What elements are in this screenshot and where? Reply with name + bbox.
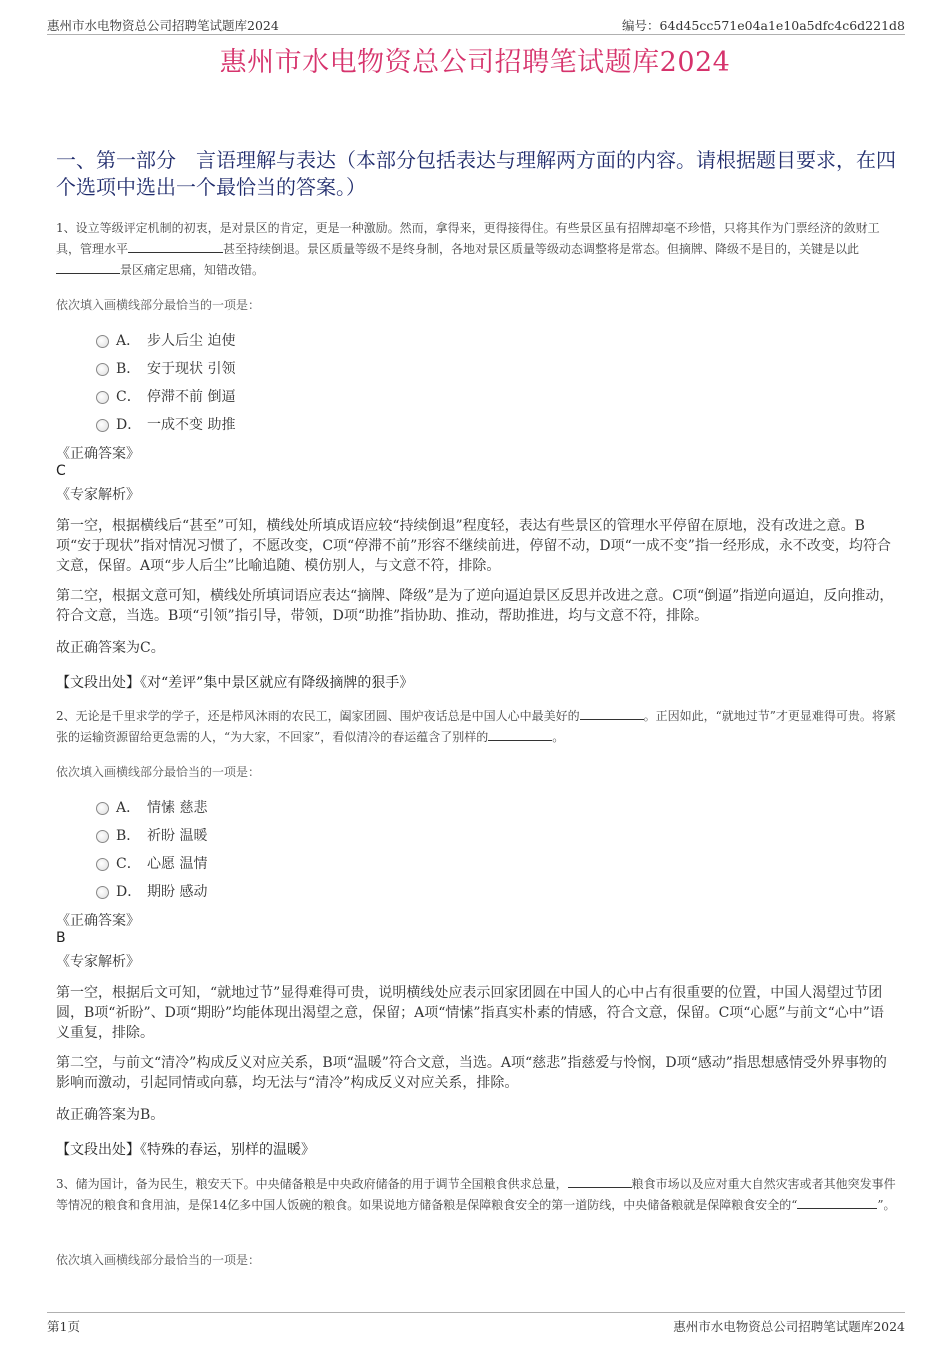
radio-icon[interactable] bbox=[96, 802, 109, 815]
radio-icon[interactable] bbox=[96, 830, 109, 843]
q2-option-b[interactable] bbox=[96, 825, 207, 845]
option-letter: D． bbox=[116, 884, 142, 900]
option-text: 步人后尘 迫使 bbox=[147, 333, 236, 349]
option-text: 情愫 慈悲 bbox=[147, 800, 208, 816]
fill-blank bbox=[580, 707, 644, 720]
q2-option-d[interactable] bbox=[96, 881, 207, 901]
option-letter: C． bbox=[116, 389, 141, 405]
q2-source: 【文段出处】《特殊的春运，别样的温暖》 bbox=[56, 1142, 315, 1158]
page-header bbox=[47, 14, 905, 35]
radio-icon[interactable] bbox=[96, 886, 109, 899]
q1-option-b[interactable] bbox=[96, 358, 235, 378]
q3-text-part: 粮食市场以及应对重大自然灾害或者其他突发事件等情况的粮食和食用油，是保14亿多中国人饭碗的粮食。如果说地方储备粮是保障粮食安全的第一道防线，中央储备粮就是保障粮食安全的“ bbox=[56, 1177, 896, 1212]
fill-blank bbox=[797, 1196, 877, 1209]
q1-option-a[interactable] bbox=[96, 330, 235, 350]
q2-answer: B bbox=[56, 930, 66, 946]
fill-blank bbox=[488, 728, 552, 741]
radio-icon[interactable] bbox=[96, 363, 109, 376]
page-footer bbox=[47, 1312, 905, 1335]
q1-answer-label: 《正确答案》 bbox=[56, 446, 140, 462]
q1-source: 【文段出处】《对“差评”集中景区就应有降级摘牌的狠手》 bbox=[56, 675, 414, 691]
q1-option-d[interactable] bbox=[96, 414, 235, 434]
option-text: 安于现状 引领 bbox=[147, 361, 236, 377]
fill-blank bbox=[128, 240, 223, 253]
option-letter: B． bbox=[116, 361, 141, 377]
fill-blank bbox=[56, 261, 120, 274]
q1-text-part: 1、设立等级评定机制的初衷，是对景区的肯定，更是一种激励。然而，拿得来，更得接得住。有些景区虽有招牌却毫不珍惜，只将其作为门票经济的敛财工具，管理水平 bbox=[56, 221, 880, 256]
footer-page-number: 第1页 bbox=[47, 1319, 80, 1334]
section-heading: 一、第一部分 言语理解与表达（本部分包括表达与理解两方面的内容。请根据题目要求，在四个选项中选出一个最恰当的答案。） bbox=[56, 148, 896, 199]
page-title: 惠州市水电物资总公司招聘笔试题库2024 bbox=[219, 47, 731, 78]
radio-icon[interactable] bbox=[96, 391, 109, 404]
q2-analysis-label: 《专家解析》 bbox=[56, 954, 140, 970]
q1-text-part: 甚至持续倒退。景区质量等级不是终身制，各地对景区质量等级动态调整将是常态。但摘牌、降级不是目的，关键是以此 bbox=[223, 242, 860, 256]
q1-analysis-para: 第二空，根据文意可知，横线处所填词语应表达“摘牌、降级”是为了逆向逼迫景区反思并改进之意。C项“倒逼”指逆向逼迫，反向推动，符合文意，当选。B项“引领”指引导，带领，D项“助推”指协助、推动，帮助推进，均与文意不符，排除。 bbox=[56, 588, 894, 624]
q2-text-part: 。 bbox=[552, 730, 565, 744]
option-text: 期盼 感动 bbox=[147, 884, 208, 900]
question-1-text bbox=[56, 218, 896, 281]
q2-option-a[interactable] bbox=[96, 797, 207, 817]
q1-text-part: 景区痛定思痛，知错改错。 bbox=[120, 263, 265, 277]
q2-analysis-para: 第一空，根据后文可知，“就地过节”显得难得可贵，说明横线处应表示回家团圆在中国人的心中占有很重要的位置，中国人渴望过节团圆，B项“祈盼”、D项“期盼”均能体现出渴望之意，保留；A项“情愫”指真实朴素的情感，符合文意，保留。C项“心愿”与前文“心中”语义重复，排除。 bbox=[56, 985, 884, 1041]
q3-text-part: ”。 bbox=[877, 1198, 896, 1212]
question-2-text bbox=[56, 706, 896, 748]
option-text: 心愿 温情 bbox=[147, 856, 208, 872]
q2-analysis-para: 故正确答案为B。 bbox=[56, 1107, 165, 1123]
question-2-instruction: 依次填入画横线部分最恰当的一项是： bbox=[56, 765, 261, 779]
question-3-instruction: 依次填入画横线部分最恰当的一项是： bbox=[56, 1253, 261, 1267]
option-letter: D． bbox=[116, 417, 142, 433]
q2-analysis-para: 第二空，与前文“清冷”构成反义对应关系，B项“温暖”符合文意，当选。A项“慈悲”指慈爱与怜悯，D项“感动”指思想感情受外界事物的影响而激动，引起同情或向慕，均无法与“清冷”构成反义对应关系，排除。 bbox=[56, 1055, 887, 1091]
q2-text-part: 。正因如此，“就地过节”才更显难得可贵。将紧张的运输资源留给更急需的人，“为大家，不回家”，看似清冷的春运蕴含了别样的 bbox=[56, 709, 896, 744]
q1-answer: C bbox=[56, 463, 66, 479]
question-1-instruction: 依次填入画横线部分最恰当的一项是： bbox=[56, 298, 261, 312]
q1-analysis-label: 《专家解析》 bbox=[56, 487, 140, 503]
option-letter: A． bbox=[116, 800, 141, 816]
q2-answer-label: 《正确答案》 bbox=[56, 913, 140, 929]
q3-text-part: 3、储为国计，备为民生，粮安天下。中央储备粮是中央政府储备的用于调节全国粮食供求总量， bbox=[56, 1177, 568, 1191]
radio-icon[interactable] bbox=[96, 335, 109, 348]
option-letter: B． bbox=[116, 828, 141, 844]
footer-doc-title: 惠州市水电物资总公司招聘笔试题库2024 bbox=[673, 1319, 905, 1334]
fill-blank bbox=[568, 1175, 632, 1188]
q2-option-c[interactable] bbox=[96, 853, 207, 873]
q2-text-part: 2、无论是千里求学的学子，还是栉风沐雨的农民工，阖家团圆、围炉夜话总是中国人心中最美好的 bbox=[56, 709, 580, 723]
question-3-text bbox=[56, 1174, 896, 1216]
q1-option-c[interactable] bbox=[96, 386, 235, 406]
radio-icon[interactable] bbox=[96, 858, 109, 871]
option-text: 祈盼 温暖 bbox=[147, 828, 208, 844]
option-text: 停滞不前 倒逼 bbox=[147, 389, 236, 405]
header-doc-title: 惠州市水电物资总公司招聘笔试题库2024 bbox=[47, 18, 279, 33]
q1-analysis-para: 故正确答案为C。 bbox=[56, 640, 165, 656]
option-letter: C． bbox=[116, 856, 141, 872]
radio-icon[interactable] bbox=[96, 419, 109, 432]
header-doc-number: 编号：64d45cc571e04a1e10a5dfc4c6d221d8 bbox=[622, 18, 905, 33]
option-text: 一成不变 助推 bbox=[147, 417, 236, 433]
q1-analysis-para: 第一空，根据横线后“甚至”可知，横线处所填成语应较“持续倒退”程度轻，表达有些景区的管理水平停留在原地，没有改进之意。B项“安于现状”指对情况习惯了，不愿改变，C项“停滞不前”形容不继续前进，停留不动，D项“一成不变”指一经形成，永不改变，均符合文意，保留。A项“步人后尘”比喻追随、模仿别人，与文意不符，排除。 bbox=[56, 518, 891, 574]
option-letter: A． bbox=[116, 333, 141, 349]
